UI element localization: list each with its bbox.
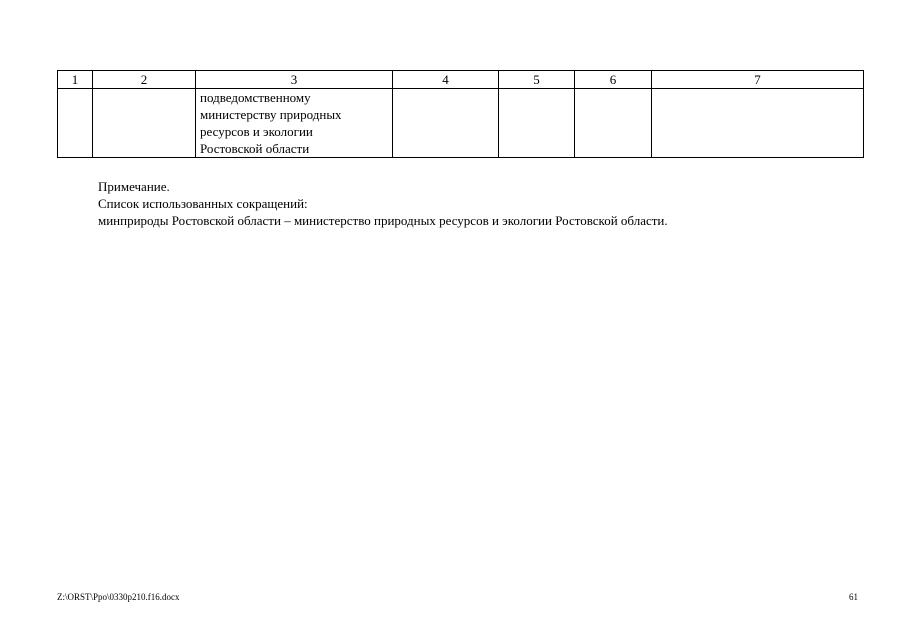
table-cell-col7 — [652, 89, 864, 158]
column-header-1: 1 — [58, 71, 93, 89]
abbreviation-entry: минприроды Ростовской области – министерство природных ресурсов и экологии Ростовской области. — [98, 213, 668, 228]
cell-text-line: ресурсов и экологии — [200, 124, 313, 139]
column-header-4: 4 — [393, 71, 499, 89]
table-cell-col1 — [58, 89, 93, 158]
column-header-2: 2 — [93, 71, 196, 89]
column-header-5: 5 — [499, 71, 575, 89]
notes-title: Примечание. — [98, 179, 170, 194]
column-header-7: 7 — [652, 71, 864, 89]
column-header-6: 6 — [575, 71, 652, 89]
cell-text-line: подведомственному — [200, 90, 311, 105]
table-cell-col3 — [196, 89, 393, 158]
table-cell-col5 — [499, 89, 575, 158]
abbreviations-heading: Список использованных сокращений: — [98, 196, 308, 211]
table-cell-col6 — [575, 89, 652, 158]
cell-text-line: министерству природных — [200, 107, 342, 122]
table-cell-col2 — [93, 89, 196, 158]
footer-file-path: Z:\ORST\Ppo\0330p210.f16.docx — [57, 592, 180, 602]
column-header-3: 3 — [196, 71, 393, 89]
table-header-row — [58, 71, 864, 89]
table-row — [58, 89, 864, 158]
page-number: 61 — [849, 592, 858, 602]
cell-text-line: Ростовской области — [200, 141, 310, 156]
continuation-table — [57, 70, 864, 158]
table-cell-col4 — [393, 89, 499, 158]
notes-section — [98, 178, 668, 229]
